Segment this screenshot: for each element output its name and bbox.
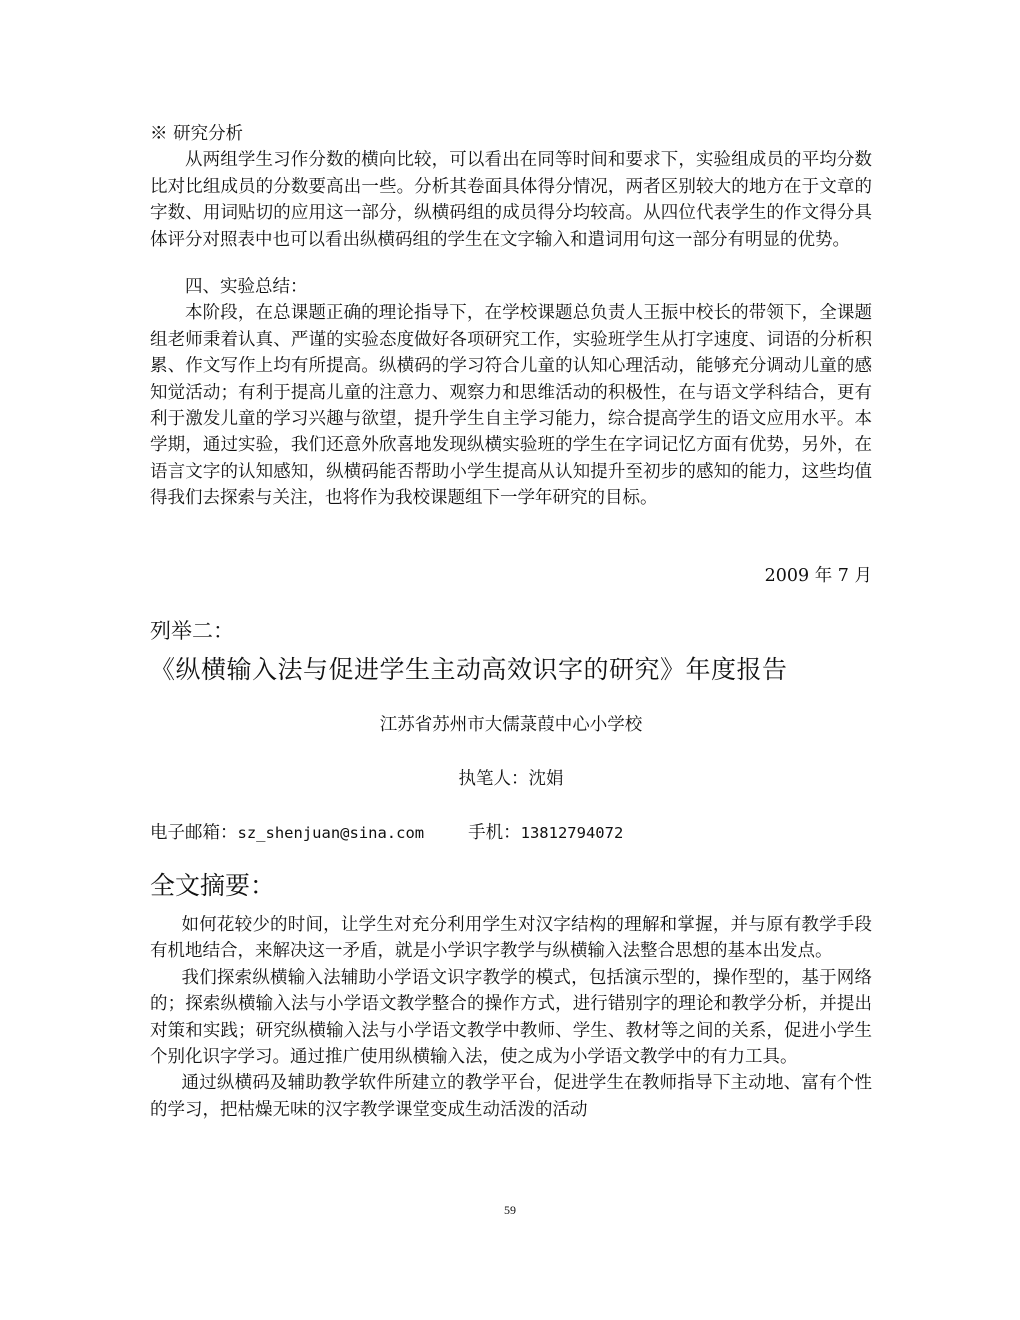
research-analysis-heading: ※ 研究分析 bbox=[150, 124, 244, 144]
abstract-body bbox=[150, 912, 872, 1123]
experiment-summary-paragraph: 本阶段，在总课题正确的理论指导下，在学校课题总负责人王振中校长的带领下，全课题组老师秉着认真、严谨的实验态度做好各项研究工作，实验班学生从打字速度、词语的分析积累、作文写作上均有所提高。纵横码的学习符合儿童的认知心理活动，能够充分调动儿童的感知觉活动；有利于提高儿童的注意力、观察力和思维活动的积极性，在与语文学科结合，更有利于激发儿童的学习兴趣与欲望，提升学生自主学习能力，综合提高学生的语文应用水平。本学期，通过实验，我们还意外欣喜地发现纵横实验班的学生在字词记忆方面有优势，另外，在语言文字的认知感知，纵横码能否帮助小学生提高从认知提升至初步的感知的能力，这些均值得我们去探索与关注，也将作为我校课题组下一学年研究的目标。 bbox=[150, 303, 872, 509]
phone-number: 13812794072 bbox=[520, 824, 624, 842]
author-line: 执笔人：沈娟 bbox=[458, 769, 564, 789]
abstract-paragraph-3: 通过纵横码及辅助教学软件所建立的教学平台，促进学生在教师指导下主动地、富有个性的学习，把枯燥无味的汉字教学课堂变成生动活泼的活动 bbox=[150, 1073, 872, 1120]
school-name: 江苏省苏州市大儒菉葭中心小学校 bbox=[379, 715, 643, 735]
abstract-paragraph-1: 如何花较少的时间，让学生对充分利用学生对汉字结构的理解和掌握，并与原有教学手段有机地结合，来解决这一矛盾，就是小学识字教学与纵横输入法整合思想的基本出发点。 bbox=[150, 915, 872, 962]
abstract-heading: 全文摘要： bbox=[150, 871, 276, 900]
example-two-label: 列举二： bbox=[150, 619, 234, 643]
email-label: 电子邮箱： bbox=[150, 823, 238, 843]
abstract-paragraph-2: 我们探索纵横输入法辅助小学语文识字教学的模式，包括演示型的，操作型的，基于网络的；探索纵横输入法与小学语文教学整合的操作方式，进行错别字的理论和教学分析，并提出对策和实践；研究纵横输入法与小学语文教学中教师、学生、教材等之间的关系，促进小学生个别化识字学习。通过推广使用纵横输入法，使之成为小学语文教学中的有力工具。 bbox=[150, 967, 872, 1068]
research-analysis-paragraph: 从两组学生习作分数的横向比较，可以看出在同等时间和要求下，实验组成员的平均分数比对比组成员的分数要高出一些。分析其卷面具体得分情况，两者区别较大的地方在于文章的字数、用词贴切的应用这一部分，纵横码组的成员得分均较高。从四位代表学生的作文得分具体评分对照表中也可以看出纵横码组的学生在文字输入和遣词用句这一部分有明显的优势。 bbox=[150, 150, 872, 250]
report-title: 《纵横输入法与促进学生主动高效识字的研究》年度报告 bbox=[150, 655, 788, 684]
phone-label: 手机： bbox=[468, 823, 521, 843]
research-analysis-section bbox=[150, 121, 872, 253]
email-address: sz_shenjuan@sina.com bbox=[237, 824, 425, 842]
experiment-summary-section bbox=[150, 274, 872, 512]
contact-line bbox=[150, 820, 872, 846]
page-number: 59 bbox=[504, 1203, 516, 1217]
report-date: 2009 年 7 月 bbox=[764, 566, 872, 586]
experiment-summary-heading: 四、实验总结： bbox=[185, 277, 308, 297]
